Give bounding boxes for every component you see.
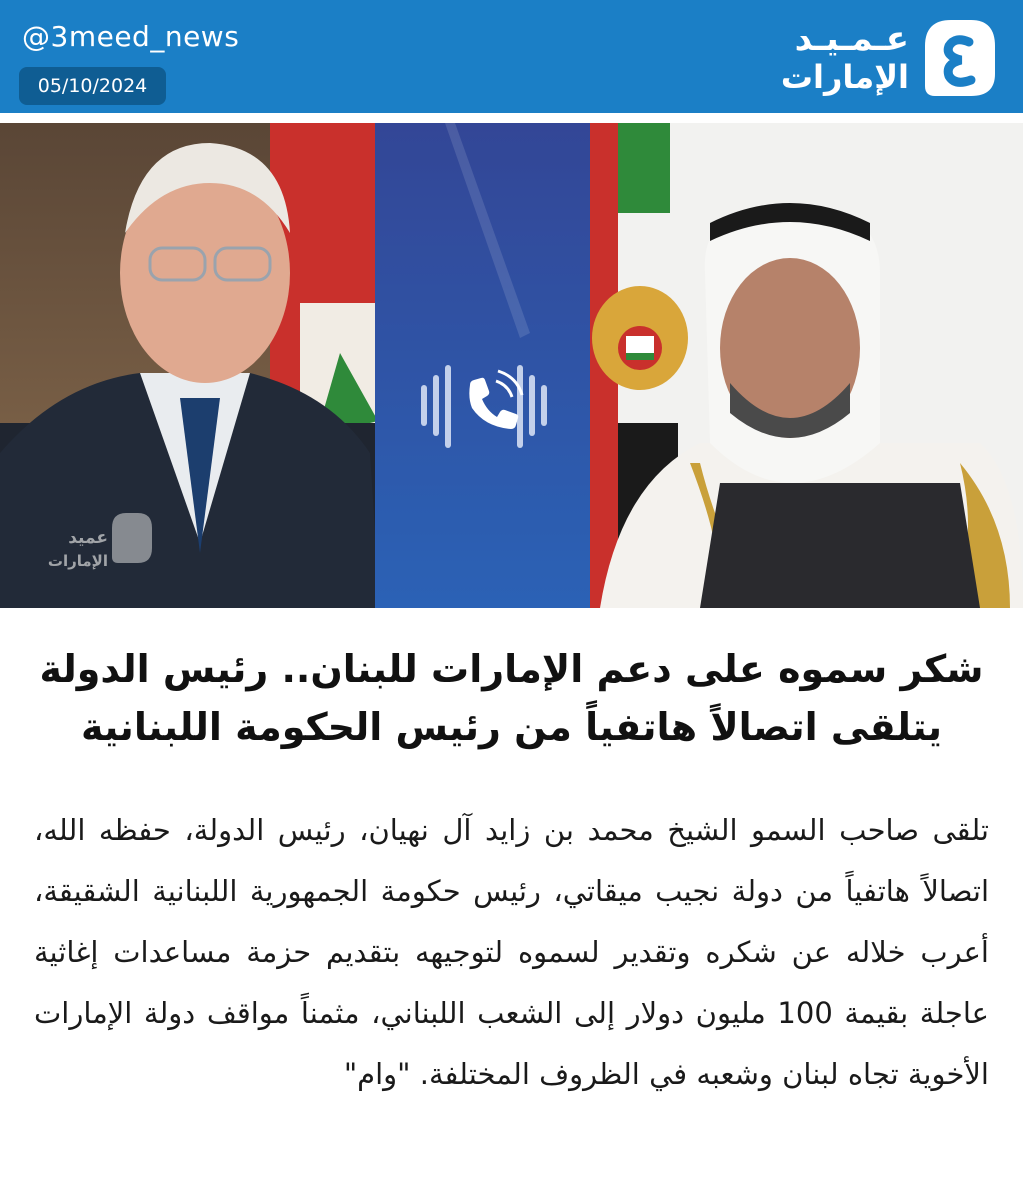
article-body: تلقى صاحب السمو الشيخ محمد بن زايد آل نهيان، رئيس الدولة، حفظه الله، اتصالاً هاتفياً من دولة نجيب ميقاتي، رئيس حكومة الجمهورية اللبنانية الشقيقة، أعرب خلاله عن شكره وتقدير لسموه لتوجيهه بتقديم حزمة مساعدات إغاثية عاجلة بقيمة 100 مليون دولار إلى الشعب اللبناني، مثمناً مواقف دولة الإمارات الأخوية تجاه لبنان وشعبه في الظروف المختلفة. "وام" — [34, 813, 989, 1091]
watermark-line1: عميد — [68, 528, 108, 548]
social-handle: @3meed_news — [22, 20, 240, 53]
brand-logo — [781, 16, 999, 100]
date-badge: 05/10/2024 — [19, 67, 166, 105]
leaders-composite-image — [0, 123, 1023, 608]
brand-name-line2: الإمارات — [780, 58, 909, 96]
news-photo — [0, 123, 1023, 608]
brand-name-line1: عـمـيـد — [794, 19, 909, 59]
watermark-line2: الإمارات — [47, 552, 108, 570]
brand-mark-icon — [921, 16, 999, 100]
article-headline: شكر سموه على دعم الإمارات للبنان.. رئيس الدولة يتلقى اتصالاً هاتفياً من رئيس الحكومة اللبنانية — [39, 647, 984, 749]
header-bar — [0, 0, 1023, 113]
watermark-logo — [112, 513, 152, 563]
